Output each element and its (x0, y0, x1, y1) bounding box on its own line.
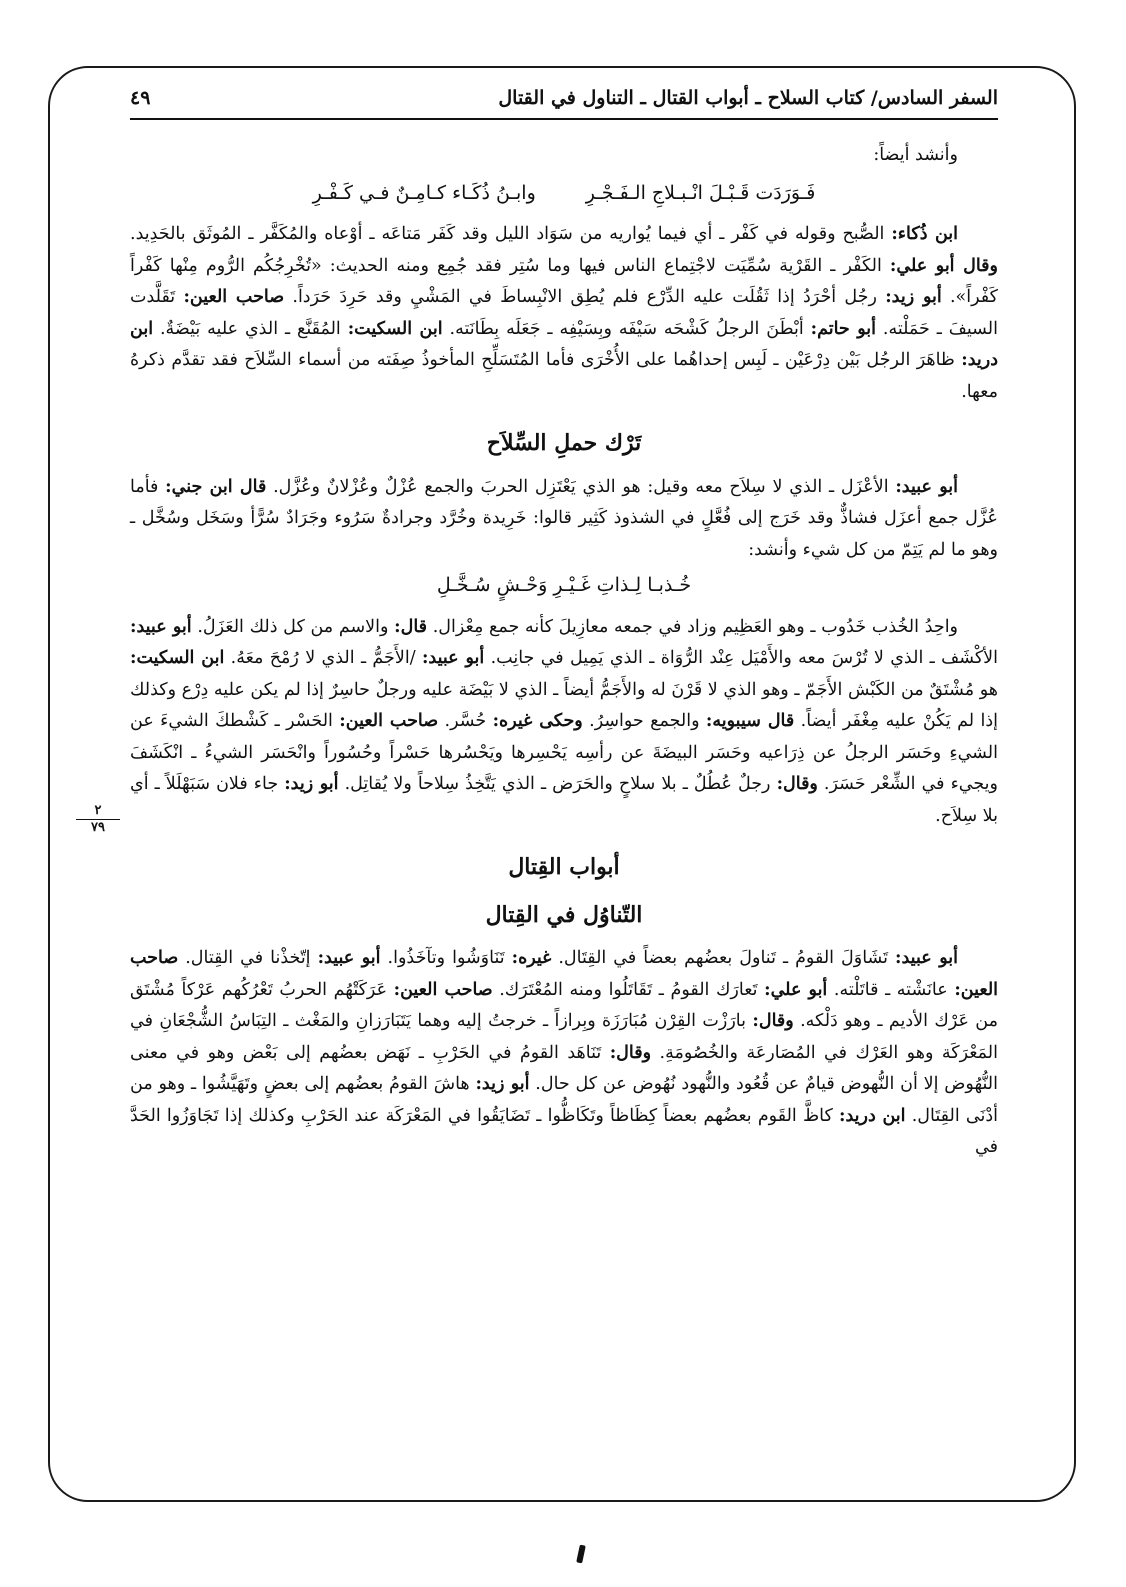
p3-citation: ابن السكيت: (130, 648, 225, 668)
p4-text: تَنَاهَد القومُ في الحَرْبِ ـ نَهَض بعضُهم إلى بَعْض وهو في معنى النُّهُوض إلا أن النُّهوض قيامٌ عن قُعُود والنُّهود نُهُوض عن كل حال. (130, 1042, 998, 1094)
p1-citation: ابن دريد: (130, 318, 998, 370)
p2-citation: قال ابن جني: (165, 476, 267, 497)
paragraph-4 (130, 943, 998, 1164)
p2-text: الأعْزَل ـ الذي لا سِلاَح معه وقيل: هو الذي يَعْتَزِل الحربَ والجمع عُزْلٌ وعُزْلانٌ وعُزَّل. (266, 476, 896, 497)
p1-text: الصُّبح وقوله في كَفْر ـ أي فيما يُواريه من سَوَاد الليل وقد كَفَر مَتاعَه ـ أوْعاه والمُكَفَّر ـ المُوثَق بالحَدِيد. (130, 224, 892, 244)
p3-citation: وقال: (776, 774, 818, 794)
header-rule (130, 118, 998, 120)
p1-citation: أبو حاتم: (810, 318, 876, 339)
p1-text: أبْطَنَ الرجلُ كَشْحَه سَيْفَه وبِسَيْفِه ـ جَعَلَه بِطَانَته. (442, 318, 811, 339)
p1-citation: صاحب العين: (183, 287, 285, 307)
p3-text: والاسم من كل ذلك العَزَلُ. (191, 616, 395, 637)
p3-text: الأكْشَف ـ الذي لا تُرْسَ معه والأَمْيَل عِنْد الرُّوَاة ـ الذي يَمِيل في جانِب. (484, 648, 999, 668)
p3-text: هو مُشْتَقٌ من الكَبْش الأَجَمّ ـ وهو الذي لا قَرْنَ له والأَجَمُّ أيضاً ـ الذي لا بَيْضَة عليه ورجلٌ حاسِرٌ إذا لم يكن عليه دِرْع وكذلك إذا لم يَكُنْ عليه مِغْفَر أيضاً. (130, 679, 998, 731)
paragraph-1 (130, 219, 998, 408)
p4-citation: وقال: (609, 1042, 652, 1063)
p3-citation: قال سيبويه: (705, 711, 795, 731)
p1-text: المُقَنَّع ـ الذي عليه بَيْضَةٌ. (153, 318, 348, 339)
paragraph-2 (130, 472, 998, 567)
p4-citation: أبو عبيد: (895, 948, 958, 968)
margin-reference (76, 803, 120, 836)
p3-citation: وحكى غيره: (492, 711, 583, 731)
p4-citation: صاحب العين: (130, 948, 999, 1000)
margin-reference-page: ٧٩ (76, 819, 120, 836)
p3-text: الحَسْر ـ كَشْطكَ الشيءَ عن الشيءِ وحَسَر الرجلُ عن ذِرَاعيه وحَسَر البيضَةَ عن رأسِه يَحْسِرها ويَحْسُرها حَسْراً وحُسُوراً وانْحَسَر الشيءُ ـ انْكَشَفَ ويجيء في الشِّعْر حَسَرَ. (130, 711, 999, 794)
p4-text: هاشَ القومُ بعضُهم إلى بعضٍ وتَهَيَّشُوا ـ وهو من أدْنَى القِتَال. (130, 1074, 998, 1126)
p4-citation: أبو زيد: (475, 1074, 530, 1094)
p4-citation: وقال: (752, 1011, 794, 1031)
page-body (130, 140, 998, 1164)
p3-text: حُسَّر. (438, 711, 493, 731)
p1-citation: ابن ذُكاء: (891, 224, 959, 244)
p4-text: عَرَكَتْهُم الحربُ تَعْرُكُهم عَرْكاً مُشْتَق من عَرْك الأديم ـ وهو دَلْكه. (130, 979, 998, 1031)
p3-text: رجلٌ عُطُلٌ ـ بلا سلاحٍ والحَرَض ـ الذي يَتَّخِذُ سِلاحاً ولا يُقاتِل. (338, 774, 777, 794)
running-title: السفر السادس/ كتاب السلاح ـ أبواب القتال ـ التناول في القتال (498, 87, 998, 109)
section-heading-engagement: التّناوُل في القِتال (485, 901, 643, 928)
margin-reference-volume: ٢ (94, 803, 102, 818)
verse-1-first-hemistich: فَـوَرَدَت قَـبْـلَ انْـبـلاجِ الـفَـجْـرِ (585, 181, 816, 204)
p3-citation: قال: (394, 616, 428, 637)
p4-citation: ابن دريد: (839, 1105, 906, 1126)
p4-citation: صاحب العين: (393, 979, 493, 1000)
p1-text: رجُل أحْرَدُ إذا ثَقُلَت عليه الدِّرْع فلم يُطِق الانْبِساطَ في المَشْيِ وقد حَرِدَ حَرَداً. (284, 287, 886, 307)
p1-text: الكَفْر ـ القَرْية سُمِّيَت لاجْتِماع الناس فيها وما سُتِر فقد جُمِع ومنه الحديث: «تُخْرِجُكُم الرُّوم مِنْها كَفْراً كَفْراً». (130, 255, 998, 307)
p3-text: واحِدُ الخُذب خَدُوب ـ وهو العَظِيم وزاد في جمعه معازِيلَ كأنه جمع مِعْزال. (427, 616, 959, 637)
verse-intro: وأنشد أيضاً: (873, 145, 958, 165)
verse-1 (130, 178, 998, 210)
p3-citation: صاحب العين: (339, 711, 439, 731)
p1-text: تَقَلَّدت السيفَ ـ حَمَلْته. (130, 287, 998, 339)
p4-text: إتّخذْنا في القِتال. (178, 948, 318, 968)
p4-text: بارَزْت القِرْن مُبَارَزَة وبِرازاً ـ خرجتُ إليه وهما يَتَبَارَزانِ والمَغْث ـ التِبَاسُ الشُّجْعَانِ في المَعْرَكَة وهو العَرْك في المُصَارعَة والخُصُومَةِ. (130, 1011, 998, 1063)
section-heading-leaving-weapons: تَرْك حملِ السِّلاَح (486, 430, 642, 456)
p4-text: عانَشْته ـ قاتَلْته. (827, 979, 955, 1000)
p3-text: /الأَجَمُّ ـ الذي لا رُمْحَ معَهُ. (224, 648, 422, 668)
p4-citation: أبو علي: (764, 979, 828, 1000)
p3-citation: أبو عبيد: (130, 616, 192, 637)
paragraph-3 (130, 612, 998, 833)
section-heading-fighting-chapters: أبواب القِتال (508, 854, 620, 880)
p4-text: كاظَّ القَوم بعضُهم بعضاً كِظَاظاً وتَكَاظُّوا ـ تَضَايَقُوا في المَعْرَكَة عند الحَرْبِ وكذلك إذا تَجَاوَزُوا الحَدَّ في (130, 1105, 998, 1157)
p4-text: تَنَاوَشُوا وتآخَذُوا. (380, 948, 512, 968)
verse-2: خُـذبـا لِـذاتِ غَـيْـرِ وَحْـشٍ سُـخَّـلِ (436, 574, 692, 596)
verse-1-second-hemistich: وابـنُ ذُكَـاء كـامِـنٌ فـي كَـفْـرِ (312, 181, 536, 204)
p2-citation: أبو عبيد: (895, 476, 959, 497)
p4-citation: غيره: (511, 948, 552, 968)
p3-citation: أبو زيد: (284, 774, 339, 794)
p1-citation: أبو زيد: (885, 287, 942, 307)
p3-text: والجمع حواسِرُ. (582, 711, 706, 731)
p1-citation: ابن السكيت: (347, 318, 443, 339)
p4-text: تَشَاوَلَ القومُ ـ تَناولَ بعضُهم بعضاً في القِتَال. (551, 948, 896, 968)
scan-mark (576, 1545, 586, 1564)
page-header (130, 82, 998, 114)
p1-citation: وقال أبو علي: (889, 255, 998, 276)
p2-text: فأما عُزَّل جمع أعزَل فشاذٌّ وقد خَرَج إلى فُعَّلٍ في الشذوذ كَثِير قالوا: خَرِيدة وخُرَّد وجرادةٌ سَرُوء وجَرَادٌ سُرًّأ وسَخَل وسُخَّل ـ وهو ما لم يَتِمّ من كل شيء وأنشد: (130, 476, 998, 560)
page-number: ٤٩ (130, 87, 151, 109)
p3-citation: أبو عبيد: (421, 648, 485, 668)
p4-citation: أبو عبيد: (317, 948, 381, 968)
p3-text: جاء فلان سَبَهْلَلاً ـ أي بلا سِلاَح. (130, 774, 998, 826)
p4-text: تَعارَك القومُ ـ تَقَاتَلُوا ومنه المُعْتَرَك. (492, 979, 765, 1000)
p1-text: ظاهَرَ الرجُل بَيْن دِرْعَيْن ـ لَبِس إحداهُما على الأُخْرَى فأما المُتَسَلِّحِ المأخوذُ صِفَته من أسماء السِّلاَح فقد تقدَّم ذكرهُ معها. (130, 350, 998, 402)
